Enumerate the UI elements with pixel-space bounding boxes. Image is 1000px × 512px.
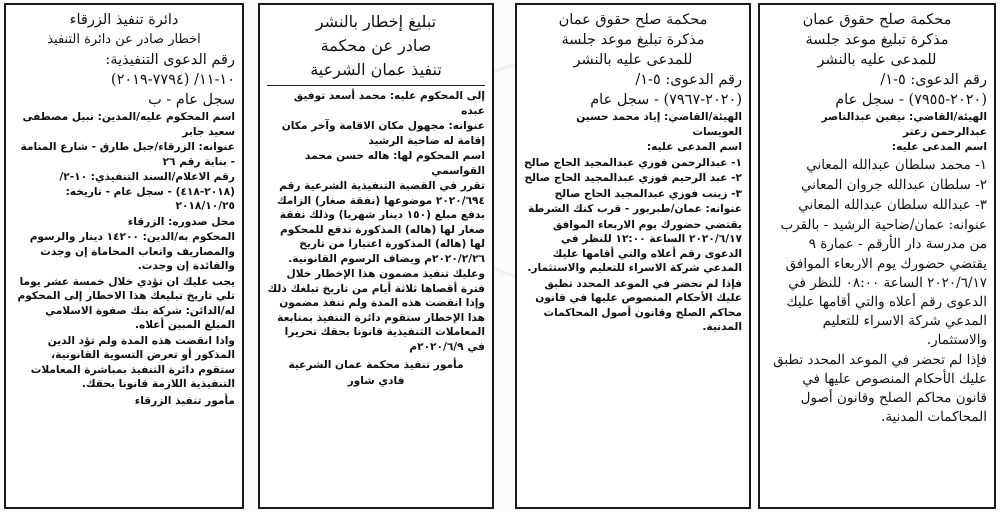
signature-title: مأمور تنفيذ الزرقاء [134,394,235,407]
address-line: عنوانه: مجهول مكان الاقامة وآخر مكان إقامة له ضاحية الرشيد [281,120,485,147]
defendant-name: ٢- عبد الرحيم فوزي عبدالمجيد الحاج صالح [524,172,742,184]
defendant-label: اسم المدعى عليه: [891,141,987,153]
notice-title-line: محكمة صلح حقوق عمان [802,12,952,28]
case-number-line: سجل عام - ب [148,92,235,108]
warning-paragraph: واذا انقضت هذه المدة ولم تؤد الدين المذكور أو تعرض التسوية القانونية، ستقوم دائرة التنفيذ بمباشرة المعاملات التنفيذية اللازمة قانونا بحقك. [30,334,235,390]
title-divider [267,85,485,86]
case-number-line: (٢٠٢٠-٧٩٥٥) - سجل عام [835,92,987,108]
defendant-name: ٣- عبدالله سلطان عبدالله المعاني [798,196,987,213]
notice-sharia-execution [258,3,494,509]
case-number-line: رقم الدعوى: ٥-١/ [880,72,987,88]
hearing-paragraph: يقتضي حضورك يوم الاربعاء الموافق ٢٠٢٠/٦/١٧ الساعة ٠٨:٠٠ للنظر في الدعوى رقم أعلاه والتي أقامها عليك المدعي شركة الاسراء للتعليم والاستثمار. [785,255,987,348]
address-line: عنوانه: عمان/ضاحية الرشيد - بالقرب من مدرسة دار الأرقم - عمارة ٩ [780,216,987,252]
judgment-debtor-line: إلى المحكوم عليه: محمد أسعد توفيق عبده [293,90,485,117]
notice-title-line: مذكرة تبليغ موعد جلسة [805,32,949,48]
case-number-line: ١٠-١١/ (٧٧٩٤-٢٠١٩) [110,72,235,88]
defendant-name: ٣- زينب فوزي عبدالمجيد الحاج صالح [554,187,742,200]
signature-name: فادي شاور [347,374,405,387]
defendant-name: ٢- سلطان عبدالله جروان المعاني [801,176,987,193]
address-line: عنوانه: الزرقاء/جبل طارق - شارع المنامة - بناية رقم ٢٦ [20,141,235,168]
defendant-name: ١- محمد سلطان عبدالله المعاني [806,156,987,173]
notice-title-line: محكمة صلح حقوق عمان [558,12,708,28]
case-number-line: (٢٠٢٠-٧٩٦٧) - سجل عام [590,92,742,108]
warning-paragraph: فإذا لم تحضر في الموعد المحدد تطبق عليك الأحكام المنصوص عليها في قانون محاكم الصلح وقانون أصول المحاكمات المدنية. [535,277,742,333]
notice-title-line: للمدعى عليه بالنشر [573,52,693,68]
case-number-line: رقم الدعوى التنفيذية: [105,52,235,68]
debtor-line: اسم المحكوم عليه/المدين: نبيل مصطفى سعيد جابر [22,111,235,138]
creditor-line: اسم المحكوم لها: هاله حسن محمد القواسمي [305,150,485,177]
issue-place-line: محل صدوره: الزرقاء [127,215,235,228]
signature-title: مأمور تنفيذ محكمة عمان الشرعية [288,359,464,371]
notice-zarqa-execution [4,3,244,509]
instrument-line: رقم الاعلام/السند التنفيذي: ١٠-٢/ (٢٠١٨-٤١٨) - سجل عام - تاريخه: ٢٠١٨/١٠/٢٥ [59,171,235,212]
notice-court-summons-1 [758,3,996,509]
defendant-name: ١- عبدالرحمن فوزي عبدالمجيد الحاج صالح [524,156,742,169]
payment-paragraph: يجب عليك ان تؤدي خلال خمسة عشر يوما تلي تاريخ تبليغك هذا الاخطار إلى المحكوم له/الدائن: شركة بنك صفوة الاسلامي المبلغ المبين أعلاه. [17,275,235,331]
debt-amount-line: المحكوم به/الدين: ١٤٢٠٠ دينار والرسوم والمصاريف واتعاب المحاماة إن وجدت والفائدة إن وجدت. [29,231,235,272]
notice-court-summons-2 [515,3,751,509]
notice-title-line: تنفيذ عمان الشرعية [310,60,442,79]
judge-line: الهيئة/القاضي: إياد محمد حسين العويسات [576,111,742,138]
notice-title-line: صادر عن محكمة [320,36,432,55]
notice-title-line: مذكرة تبليغ موعد جلسة [561,32,705,48]
judge-line: الهيئة/القاضي: نيفين عبدالناصر عبدالرحمن زعتر [821,111,987,138]
notice-title-line: دائرة تنفيذ الزرقاء [69,12,179,28]
warning-paragraph: فإذا لم تحضر في الموعد المحدد تطبق عليك الأحكام المنصوص عليها في قانون محاكم الصلح وقانون أصول المحاكمات المدنية. [773,351,987,425]
notice-title-line: تبليغ إخطار بالنشر [315,12,437,31]
decision-paragraph: تقرر في القضية التنفيذية الشرعية رقم ٢٠٢٠/٦٩٤ موضوعها (نفقة صغار) الزامك بدفع مبلغ (١٥٠ دينار شهريا) وذلك نفقة صغار لها (هاله) المذكورة تدفع للمحكوم لها (هاله) المذكورة اعتبارا من تاريخ ٢٠٢٠/٢/٢٦م ويضاف الرسوم القانونية. [276,180,485,265]
execution-paragraph: وعليك تنفيذ مضمون هذا الإخطار خلال فترة أقصاها ثلاثة أيام من تاريخ تبلغك ذلك وإذا انقضت هذه المدة ولم تنفذ مضمون هذا الإخطار ستقوم دائرة التنفيذ بمتابعة المعاملات التنفيذية قانونا بحقك تحريرا في ٢٠٢٠/٦/٩م [267,268,485,353]
hearing-paragraph: يقتضي حضورك يوم الاربعاء الموافق ٢٠٢٠/٦/١٧ الساعة ١٢:٠٠ للنظر في الدعوى رقم أعلاه والتي أقامها عليك المدعي شركة الاسراء للتعليم والاستثمار. [527,218,742,274]
case-number-line: رقم الدعوى: ٥-١/ [635,72,742,88]
defendant-label: اسم المدعى عليه: [646,141,742,153]
notice-title-line: للمدعى عليه بالنشر [817,52,937,68]
address-line: عنوانه: عمان/طبربور - قرب كنك الشرطة [527,203,742,215]
notice-title-line: اخطار صادر عن دائرة التنفيذ [47,32,201,47]
